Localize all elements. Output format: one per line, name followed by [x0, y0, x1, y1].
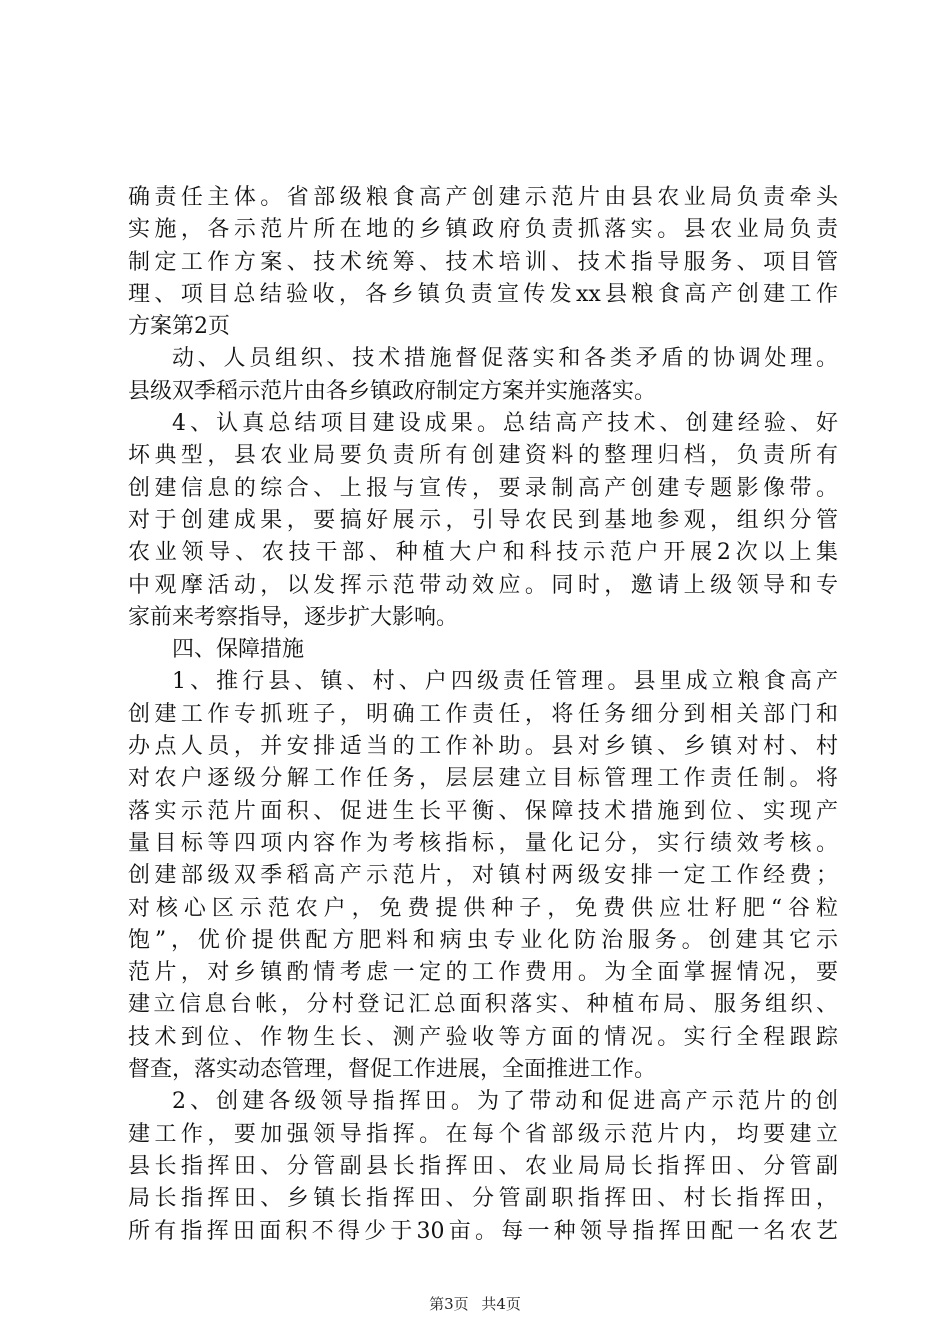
text-line: 局长指挥田、乡镇长指挥田、分管副职指挥田、村长指挥田，: [128, 1186, 838, 1212]
text-line: 范片，对乡镇酌情考虑一定的工作费用。为全面掌握情况，要: [128, 960, 838, 986]
text-line: 县长指挥田、分管副县长指挥田、农业局局长指挥田、分管副: [128, 1153, 838, 1179]
text-line: 理、项目总结验收，各乡镇负责宣传发xx县粮食高产创建工作: [128, 281, 838, 307]
text-line: 县级双季稻示范片由各乡镇政府制定方案并实施落实。: [128, 378, 657, 404]
page-footer: [0, 1294, 950, 1314]
text-line: 农业领导、农技干部、种植大户和科技示范户开展2次以上集: [128, 540, 838, 566]
text-line: 坏典型，县农业局要负责所有创建资料的整理归档，负责所有: [128, 443, 838, 469]
text-line: 对于创建成果，要搞好展示，引导农民到基地参观，组织分管: [128, 507, 838, 533]
text-line: 所有指挥田面积不得少于30亩。每一种领导指挥田配一名农艺: [128, 1218, 838, 1244]
text-line: 4、认真总结项目建设成果。总结高产技术、创建经验、好: [172, 411, 838, 437]
text-line: 动、人员组织、技术措施督促落实和各类矛盾的协调处理。: [172, 346, 838, 372]
text-line: 建立信息台帐，分村登记汇总面积落实、种植布局、服务组织、: [128, 992, 838, 1018]
page-number: 第3页: [429, 1295, 469, 1313]
text-line: 技术到位、作物生长、测产验收等方面的情况。实行全程跟踪: [128, 1024, 838, 1050]
text-line: 四、保障措施: [172, 637, 305, 663]
text-line: 建工作，要加强领导指挥。在每个省部级示范片内，均要建立: [128, 1121, 838, 1147]
text-line: 创建信息的综合、上报与宣传，要录制高产创建专题影像带。: [128, 475, 838, 501]
text-line: 中观摩活动，以发挥示范带动效应。同时，邀请上级领导和专: [128, 572, 838, 598]
text-line: 确责任主体。省部级粮食高产创建示范片由县农业局负责牵头: [128, 185, 838, 210]
page-total: 共4页: [481, 1295, 521, 1313]
text-line: 办点人员，并安排适当的工作补助。县对乡镇、乡镇对村、村: [128, 734, 838, 760]
text-line: 家前来考察指导，逐步扩大影响。: [128, 604, 459, 630]
text-line: 创建部级双季稻高产示范片，对镇村两级安排一定工作经费；: [128, 863, 838, 889]
text-line: 对核心区示范农户，免费提供种子，免费供应壮籽肥“谷粒: [128, 895, 838, 921]
text-line: 督查，落实动态管理，督促工作进展，全面推进工作。: [128, 1057, 657, 1083]
text-line: 制定工作方案、技术统筹、技术培训、技术指导服务、项目管: [128, 249, 838, 275]
text-line: 方案第2页: [128, 314, 230, 340]
text-line: 1、推行县、镇、村、户四级责任管理。县里成立粮食高产: [172, 669, 838, 695]
text-line: 对农户逐级分解工作任务，层层建立目标管理工作责任制。将: [128, 766, 838, 792]
text-line: 实施，各示范片所在地的乡镇政府负责抓落实。县农业局负责: [128, 217, 838, 243]
text-line: 量目标等四项内容作为考核指标，量化记分，实行绩效考核。: [128, 830, 838, 856]
text-line: 饱”，优价提供配方肥料和病虫专业化防治服务。创建其它示: [128, 927, 838, 953]
text-line: 2、创建各级领导指挥田。为了带动和促进高产示范片的创: [172, 1089, 838, 1115]
document-body: [128, 182, 838, 1248]
text-line: 创建工作专抓班子，明确工作责任，将任务细分到相关部门和: [128, 701, 838, 727]
text-line: 落实示范片面积、促进生长平衡、保障技术措施到位、实现产: [128, 798, 838, 824]
